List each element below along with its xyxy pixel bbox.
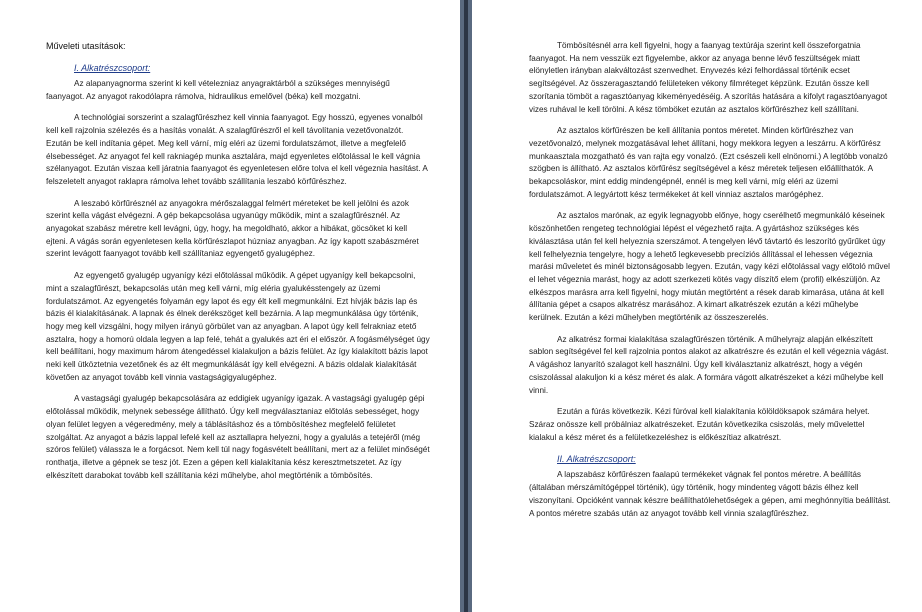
section-heading-2: II. Alkatrészcsoport: [557, 454, 636, 465]
page-divider [460, 0, 472, 612]
document-page-right [472, 0, 922, 612]
paragraph: Az asztalos marónak, az egyik legnagyobb előnye, hogy cserélhető megmunkáló késeinek köszönhetően rengeteg technológiai lépést el végezhető rajta. A gyártáshoz szükséges kés kiválasztása után fel kell helyeznia szerszámot. A tengelyen lévő távtartó és leszorító gyűrűket úgy kell felhelyeznia tengelyre, hogy a lehető legkevesebb precíziós állítással el lehessen végeznia marási műveletet és minél biztonságosabb legyen. Ezután, vagy kézi előtolással vagy előtoló művel el lehet végeznia marást, hogy az adott szerkezeti kötés vagy díszítő elem (profil) elkészüljön. Az elkészpos marásra arra kell figyelni, hogy miután megtörtént a rések darab kimarása, utána át kell állítania gépet a csapos alkatrész marásához. A kimart alkatrészek ezután a kézi műhelybe kerülnek. Ezután a kézi műhelyben megtörténik az összeszerelés. [529, 211, 890, 323]
paragraph: Az egyengető gyalugép ugyanígy kézi előtolással működik. A gépet ugyanígy kell bekapcsolni, mint a szalagfűrészt, bekapcsolás után meg kell várni, míg eléria gyalukésstengely az üzemi fordulatszámot. Az egyengetés folyamán egy lapot és egy élt kell megmunkálni. Ezt hívják bázis lap és bázis él kialakításának. A lapnak és élnek derékszöget kell bezárnia. A lap megmunkálása úgy történik, hogy meg kell vizsgálni, hogy milyen irányú görbület van az anyagban. A lapot úgy kell felrakniaz etető asztalra, hogy a homorú oldala legyen a lap felé, tehát a gyalukés azt éri el először. A fogásmélységet úgy kell beállítani, hogy maximum három átengedéssel kialakuljon a bázis felület. Az így kialakított bázis lapot neki kell ütköztetnia vezetőnek és az élt megmunkálását így kell elvégezni. A bázis oldalak kialakítását követően az anyagot tovább kell vinnia vastagságigyalugéphez. [46, 271, 430, 382]
paragraph: A technológiai sorszerint a szalagfűrészhez kell vinnia faanyagot. Egy hosszú, egyenes vonalból kell kell rajzolnia szélezés és a hasítás vonalát. A szalagfűrészről el kell távolítania vezetővonalzót. Ezután be kell indítania gépet. Meg kell vární, míg eléri az üzemi fordulatszámot, illetve a megfelelő élsebességet. Az anyagot fel kell rakniagép munka asztalára, majd egyenletes előtolással le kell vágnia szélanyagot. Ezután viszaa kell járatnia faanyagot és egyenletesen előre tolva el kell végeznia hasítást. A felszeletelt anyagot raklapra rámolva lehet tovább szállítania leszabó körfűrészhez. [46, 113, 428, 186]
paragraph: A vastagsági gyalugép bekapcsolására az eddigiek ugyanígy igazak. A vastagsági gyalugép gépi előtolással működik, melynek sebessége állítható. Úgy kell megválasztaniaz előtolás sebességet, hogy olyan felület legyen a végeredmény, mely a táblásításhoz és a tömbösítéshez megfelelő felületet szolgáltat. Az anyagot a bázis lappal lefelé kell az asztallapra helyezni, hogy a gyalulás a tetejéről (még szóros felület) válassza le a forgácsot. Nem kell túl nagy fogásvételt beállítani, mert az a felület minőségét ronthatja, illetve a gépnek se tesz jót. Ezen a gépen kell kialakítania kész keresztmetszetet. Az így elkészített darabokat tovább kell szállítania kézi műhelybe, ahol megtörténik a tömbösítés. [46, 394, 430, 480]
section-heading-1: I. Alkatrészcsoport: [74, 63, 151, 73]
paragraph: Az alkatrész formai kialakítása szalagfűrészen történik. A műhelyrajz alapján elkészített sablon segítségével fel kell rajzolnia pontos alakot az alkatrészre és ezután el kell végeznia vágást. A vágáshoz lanyarító szalagot kell használni. Úgy kell kiválasztaniz alkatrészt, hogy a végén csiszolással alakuljon ki a kész méret és alak. A formára vágott alkatrészeket a kézi műhelybe kell vinni. [529, 334, 889, 395]
paragraph: Tömbösítésnél arra kell figyelni, hogy a faanyag textúrája szerint kell összeforgatnia faanyagot. Ha nem vesszük ezt figyelembe, akkor az anyaga benne lévő feszültségek miatt elönyletlen irányban alakváltozást szenvedhet. Enyvezés kézi felhordással történik ecset segítségével. Az összeragasztandó felületeken vékony filmréteget képzünk. Ezután össze kell szorítania tömböt a ragasztóanyag kikeményedéséig. A szorítás hatására a kifolyt ragasztóanyagot vizes ruhával le kell törölni. A kész tömböket ezután az asztalos körfűrészhez kell szállítani. [529, 41, 888, 114]
paragraph: A leszabó körfűrésznél az anyagokra mérőszalaggal felmért méreteket be kell jelölni és azok szerint kella vágást elvégezni. A gép bekapcsolása ugyanúgy működik, mint a szalagfűrésznél. Az anyagokat szabász méretre kell levágni, úgy, hogy, ha megoldható, akkor a hibákat, göcsöket ki kell ejteni. A vágás során egyenletesen kella körfűrészlapot húzniaz anyagban. Az így kapott szabászméret szerint levágott faanyagot tovább kell szállítaniaz egyengető gyalugéphez. [46, 198, 419, 259]
document-title: Műveleti utasítások: [46, 41, 126, 51]
document-page-left [0, 0, 460, 612]
paragraph: Az asztalos körfűrészen be kell állítania pontos méretet. Minden körfűrészhez van vezetővonalzó, melynek mozgatásával lehet állítani, hogy mekkora legyen a leszárru. A körfűrész munkaasztala mozgatható és van rajta egy vonalzó. (Ezt csészeli kell elnönorni.) A legtöbb vonalzó szögben is állítható. Az asztalos körfűrész segítségével a kész méretek teljesen előállíthatók. A bekapcsoláskor, mint eddig mindengépnél, ennél is meg kell várni, míg eléri az üzemi fordulatszámot. A legyártott kész termékeket át kell vinniaz asztalos marógéphez. [529, 126, 888, 199]
paragraph: A lapszabász körfűrészen faalapú termékeket vágnak fel pontos méretre. A beállítás (általában mérszámítógéppel történik), úgy történik, hogy mindenteg vágott bázis élhez kell viszonyítani. Opcióként vannak készre beállíthatólehetőségek a gépen, ami meghónnyítia beállítást. A pontos méretre szabás után az anyagot tovább kell vinnia szalagfűrészhez. [529, 470, 891, 518]
paragraph: Ezután a fúrás következik. Kézi fúróval kell kialakítania kölöldöksapok számára helyet. Száraz onössze kell próbálniaz alkatrészeket. Ezután következika csiszolás, mely művelettel kialakul a kész méret és a felületkezeléshez is előkészítiaz alkatrészt. [529, 407, 870, 442]
paragraph: Az alapanyagnorma szerint ki kell vételezniaz anyagraktárból a szükséges mennyiségű faanyagot. Az anyagot rakodólapra rámolva, hidraulikus emelővel (béka) kell mozgatni. [46, 79, 390, 101]
